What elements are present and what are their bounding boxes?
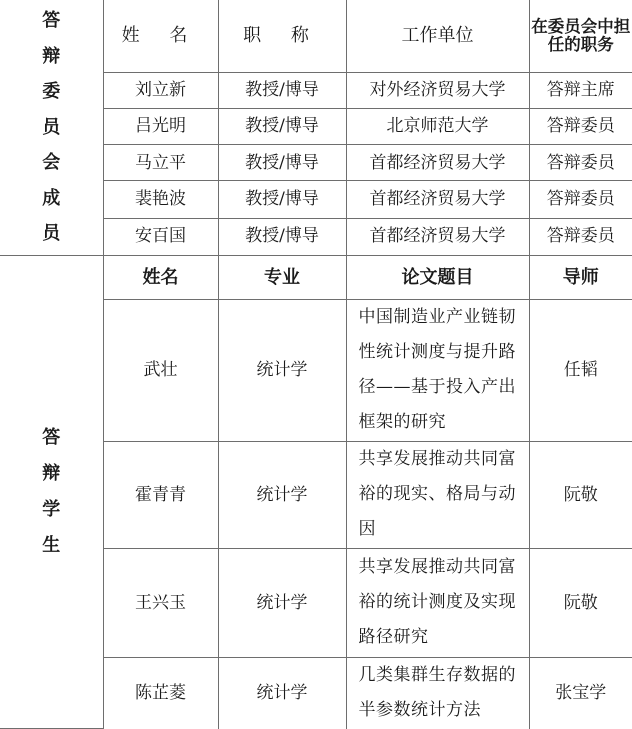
student-major: 统计学	[218, 299, 346, 441]
student-name: 霍青青	[103, 441, 218, 549]
member-duty: 答辩委员	[529, 181, 632, 218]
member-duty: 答辩主席	[529, 72, 632, 108]
student-thesis: 几类集群生存数据的半参数统计方法	[346, 657, 529, 728]
header-student-name: 姓名	[103, 255, 218, 299]
student-header-row	[0, 255, 632, 299]
header-student-thesis: 论文题目	[346, 255, 529, 299]
student-thesis: 共享发展推动共同富裕的现实、格局与动因	[346, 441, 529, 549]
member-title: 教授/博导	[218, 145, 346, 181]
member-name: 裴艳波	[103, 181, 218, 218]
member-name: 马立平	[103, 145, 218, 181]
committee-section-label	[0, 0, 103, 255]
committee-section-text: 答辩委员会成员	[42, 10, 61, 245]
member-duty: 答辩委员	[529, 145, 632, 181]
member-duty: 答辩委员	[529, 109, 632, 145]
student-name: 陈芷菱	[103, 657, 218, 728]
member-name: 安百国	[103, 218, 218, 255]
student-advisor: 张宝学	[529, 657, 632, 728]
member-title: 教授/博导	[218, 72, 346, 108]
member-name: 吕光明	[103, 109, 218, 145]
student-thesis: 中国制造业产业链韧性统计测度与提升路径——基于投入产出框架的研究	[346, 299, 529, 441]
header-member-duty: 在委员会中担任的职务	[529, 0, 632, 72]
student-advisor: 阮敬	[529, 549, 632, 658]
student-section-text: 答辩学生	[42, 426, 61, 556]
student-name: 武壮	[103, 299, 218, 441]
header-student-major: 专业	[218, 255, 346, 299]
member-title: 教授/博导	[218, 218, 346, 255]
student-advisor: 阮敬	[529, 441, 632, 549]
member-unit: 北京师范大学	[346, 109, 529, 145]
header-member-unit: 工作单位	[346, 0, 529, 72]
member-unit: 首都经济贸易大学	[346, 218, 529, 255]
student-name: 王兴玉	[103, 549, 218, 658]
student-section-label	[0, 255, 103, 728]
member-name: 刘立新	[103, 72, 218, 108]
committee-header-row	[0, 0, 632, 72]
header-student-advisor: 导师	[529, 255, 632, 299]
member-title: 教授/博导	[218, 109, 346, 145]
student-advisor: 任韬	[529, 299, 632, 441]
student-major: 统计学	[218, 657, 346, 728]
student-major: 统计学	[218, 441, 346, 549]
header-member-name: 姓 名	[103, 0, 218, 72]
member-unit: 首都经济贸易大学	[346, 181, 529, 218]
member-unit: 首都经济贸易大学	[346, 145, 529, 181]
member-unit: 对外经济贸易大学	[346, 72, 529, 108]
header-member-title: 职 称	[218, 0, 346, 72]
member-title: 教授/博导	[218, 181, 346, 218]
member-duty: 答辩委员	[529, 218, 632, 255]
student-major: 统计学	[218, 549, 346, 658]
student-thesis: 共享发展推动共同富裕的统计测度及实现路径研究	[346, 549, 529, 658]
